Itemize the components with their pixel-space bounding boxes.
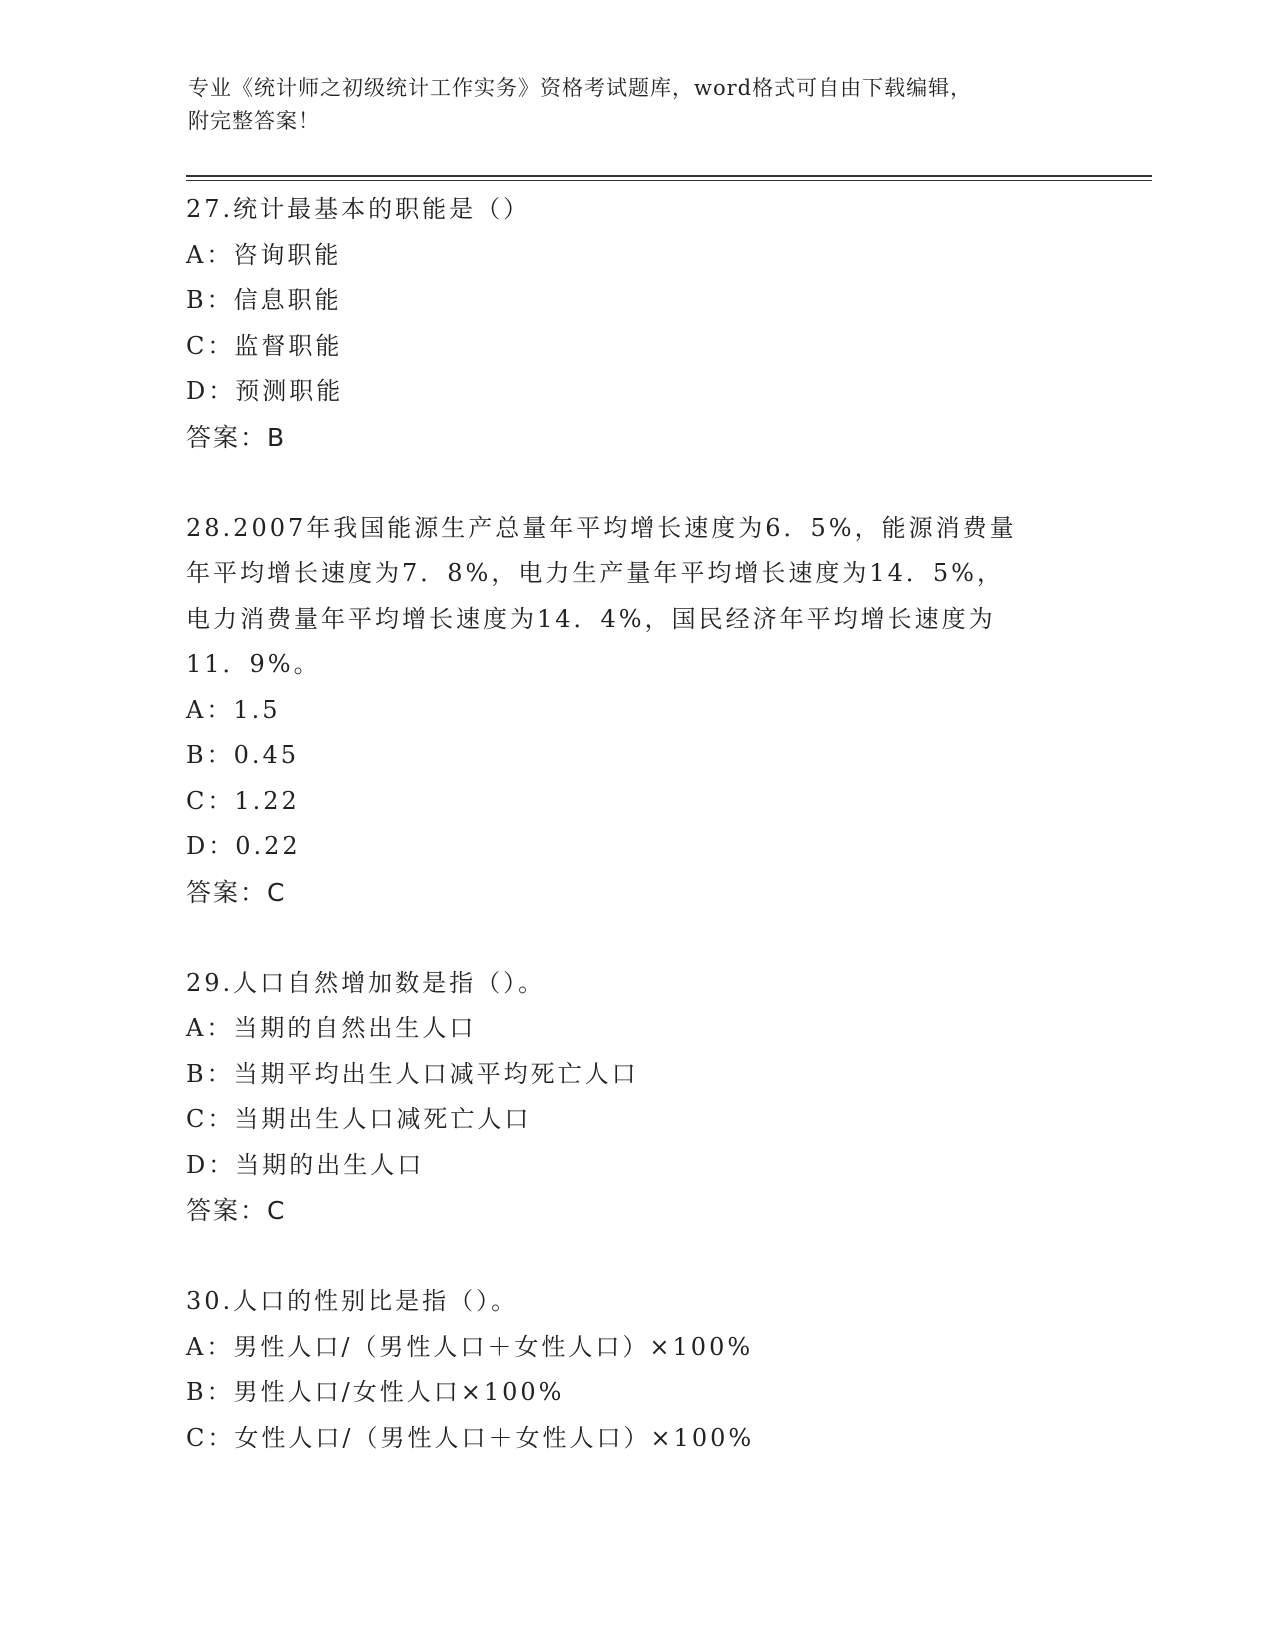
question-stem: 27.统计最基本的职能是（） [186,195,531,223]
option-d: D：0.22 [186,832,301,860]
option-a: A：男性人口/（男性人口＋女性人口）×100% [186,1332,754,1361]
option-c: C：1.22 [186,786,300,815]
question-stem: 29.人口自然增加数是指（）。 [186,968,546,997]
question-30 [186,1279,1086,1461]
option-a: A：咨询职能 [186,240,342,269]
header-divider-thin [186,180,1152,181]
option-b: B：信息职能 [186,286,342,314]
spacer [186,1234,1086,1280]
spacer [186,915,1086,961]
header-line-1: 专业《统计师之初级统计工作实务》资格考试题库，word格式可自由下载编辑， [188,76,973,100]
header-divider-thick [186,175,1152,177]
question-stem-line-2: 年平均增长速度为7．8%，电力生产量年平均增长速度为14．5%， [186,559,1004,587]
question-stem-line-1: 28.2007年我国能源生产总量年平均增长速度为6．5%，能源消费量 [186,513,1017,542]
option-d: D：预测职能 [186,377,344,405]
option-a: A：1.5 [186,695,281,724]
question-stem-line-4: 11．9%。 [186,650,321,678]
option-a: A：当期的自然出生人口 [186,1014,477,1042]
answer-line: 答案：C [186,877,287,907]
question-stem: 30.人口的性别比是指（）。 [186,1287,519,1315]
document-header [188,72,1068,138]
spacer [186,460,1086,506]
option-c: C：当期出生人口减死亡人口 [186,1105,532,1133]
option-c: C：监督职能 [186,331,343,360]
question-list [186,187,1086,1461]
question-29 [186,961,1086,1234]
answer-line: 答案：B [186,422,287,452]
option-c: C：女性人口/（男性人口＋女性人口）×100% [186,1423,755,1452]
answer-line: 答案：C [186,1196,287,1225]
question-28 [186,506,1086,916]
option-b: B：当期平均出生人口减平均死亡人口 [186,1059,639,1088]
option-d: D：当期的出生人口 [186,1150,425,1179]
question-27 [186,187,1086,460]
question-stem-line-3: 电力消费量年平均增长速度为14．4%，国民经济年平均增长速度为 [186,604,996,633]
option-b: B：0.45 [186,741,300,769]
header-line-2: 附完整答案！ [188,109,320,133]
option-b: B：男性人口/女性人口×100% [186,1378,565,1406]
